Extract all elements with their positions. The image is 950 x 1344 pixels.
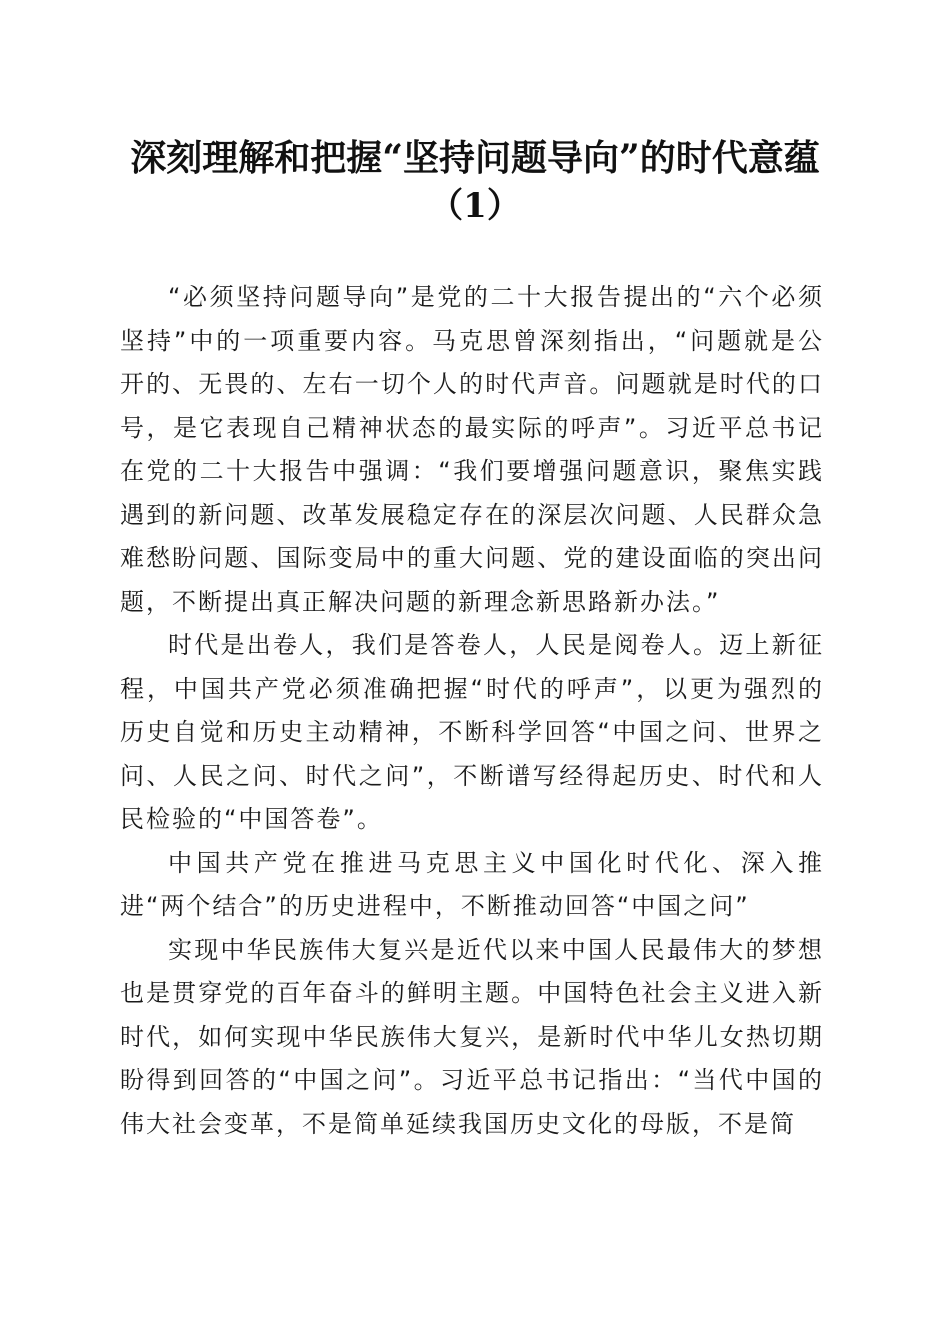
title-line-main: 深刻理解和把握“坚持问题导向”的时代意蕴 [130,137,820,179]
paragraph: “必须坚持问题导向”是党的二十大报告提出的“六个必须坚持”中的一项重要内容。马克思曾深刻指出，“问题就是公开的、无畏的、左右一切个人的时代声音。问题就是时代的口号，是它表现自己精神状态的最实际的呼声”。习近平总书记在党的二十大报告中强调：“我们要增强问题意识，聚焦实践遇到的新问题、改革发展稳定存在的深层次问题、人民群众急难愁盼问题、国际变局中的重大问题、党的建设面临的突出问题，不断提出真正解决问题的新理念新思路新办法。” [120,283,824,616]
paragraph: 中国共产党在推进马克思主义中国化时代化、深入推进“两个结合”的历史进程中，不断推动回答“中国之问” [120,848,824,920]
document-body [120,276,824,1146]
paragraph: 实现中华民族伟大复兴是近代以来中国人民最伟大的梦想也是贯穿党的百年奋斗的鲜明主题。中国特色社会主义进入新时代，如何实现中华民族伟大复兴，是新时代中华儿女热切期盼得到回答的“中国之问”。习近平总书记指出：“当代中国的伟大社会变革，不是简单延续我国历史文化的母版，不是简 [120,935,824,1138]
title-line-number: （1） [429,186,521,226]
paragraph: 时代是出卷人，我们是答卷人，人民是阅卷人。迈上新征程，中国共产党必须准确把握“时代的呼声”，以更为强烈的历史自觉和历史主动精神，不断科学回答“中国之问、世界之问、人民之问、时代之问”，不断谱写经得起历史、时代和人民检验的“中国答卷”。 [120,631,824,833]
document-title [100,132,850,228]
